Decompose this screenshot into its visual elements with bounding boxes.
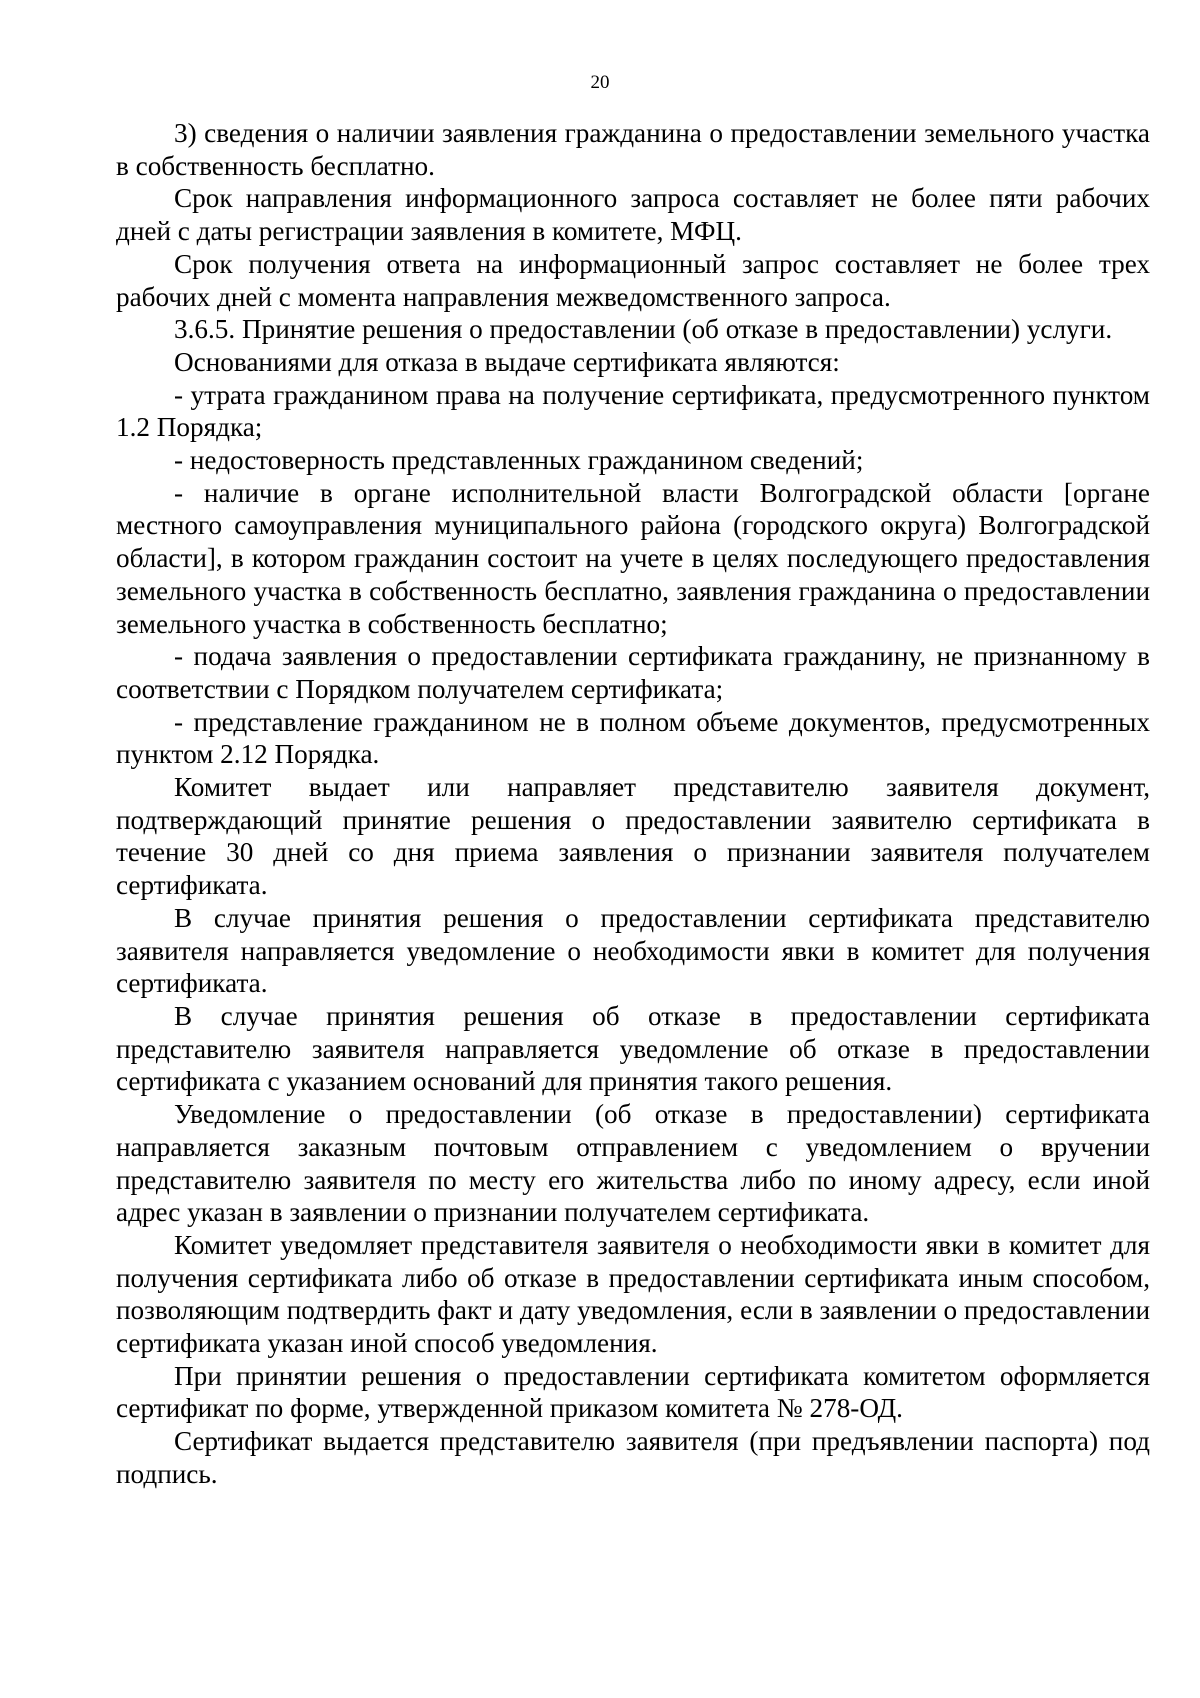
paragraph-notice-delivery: Уведомление о предоставлении (об отказе в предоставлении) сертификата направляется заказным почтовым отправлением с уведомлением о вручении представителю заявителя по месту его жительства либо по иному адресу, если иной адрес указан в заявлении о признании получателем сертификата. [116,1099,1150,1228]
paragraph-approval-notice: В случае принятия решения о предоставлении сертификата представителю заявителя направляется уведомление о необходимости явки в комитет для получения сертификата. [116,902,1150,999]
paragraph-other-notice-method: Комитет уведомляет представителя заявителя о необходимости явки в комитет для получения сертификата либо об отказе в предоставлении сертификата иным способом, позволяющим подтвердить факт и дату уведомления, если в заявлении о предоставлении сертификата указан иной способ уведомления. [116,1229,1150,1359]
paragraph-request-deadline: Срок направления информационного запроса составляет не более пяти рабочих дней с даты регистрации заявления в комитете, МФЦ. [116,183,1150,247]
list-item-not-recognized: - подача заявления о предоставлении сертификата гражданину, не признанному в соответствии с Порядком получателем сертификата; [116,641,1150,704]
paragraph-response-deadline: Срок получения ответа на информационный запрос составляет не более трех рабочих дней с момента направления межведомственного запроса. [116,248,1150,312]
paragraph-section-3-6-5: 3.6.5. Принятие решения о предоставлении (об отказе в предоставлении) услуги. [174,314,1113,345]
paragraph-info-item-3: 3) сведения о наличии заявления гражданина о предоставлении земельного участка в собственность бесплатно. [116,118,1150,181]
list-item-loss-of-right: - утрата гражданином права на получение сертификата, предусмотренного пунктом 1.2 Порядка; [116,379,1150,443]
page-number: 20 [590,72,610,93]
paragraph-certificate-issue: Сертификат выдается представителю заявителя (при предъявлении паспорта) под подпись. [116,1426,1150,1489]
paragraph-refusal-grounds-intro: Основаниями для отказа в выдаче сертификата являются: [174,346,840,377]
paragraph-certificate-form: При принятии решения о предоставлении сертификата комитетом оформляется сертификат по форме, утвержденной приказом комитета № 278-ОД. [116,1360,1150,1424]
list-item-existing-application: - наличие в органе исполнительной власти Волгоградской области [органе местного самоуправления муниципального района (городского округа) Волгоградской области], в котором гражданин состоит на учете в целях последующего предоставления земельного участка в собственность бесплатно, заявления гражданина о предоставлении земельного участка в собственность бесплатно; [116,477,1150,639]
paragraph-refusal-notice: В случае принятия решения об отказе в предоставлении сертификата представителю заявителя направляется уведомление об отказе в предоставлении сертификата с указанием оснований для принятия такого решения. [116,1000,1150,1097]
paragraph-committee-issues-document: Комитет выдает или направляет представителю заявителя документ, подтверждающий принятие решения о предоставлении заявителю сертификата в течение 30 дней со дня приема заявления о признании заявителя получателем сертификата. [116,772,1150,901]
document-body [116,117,1150,1491]
list-item-unreliable-info: - недостоверность представленных гражданином сведений; [174,445,864,476]
list-item-incomplete-documents: - представление гражданином не в полном объеме документов, предусмотренных пунктом 2.12 Порядка. [116,706,1150,770]
